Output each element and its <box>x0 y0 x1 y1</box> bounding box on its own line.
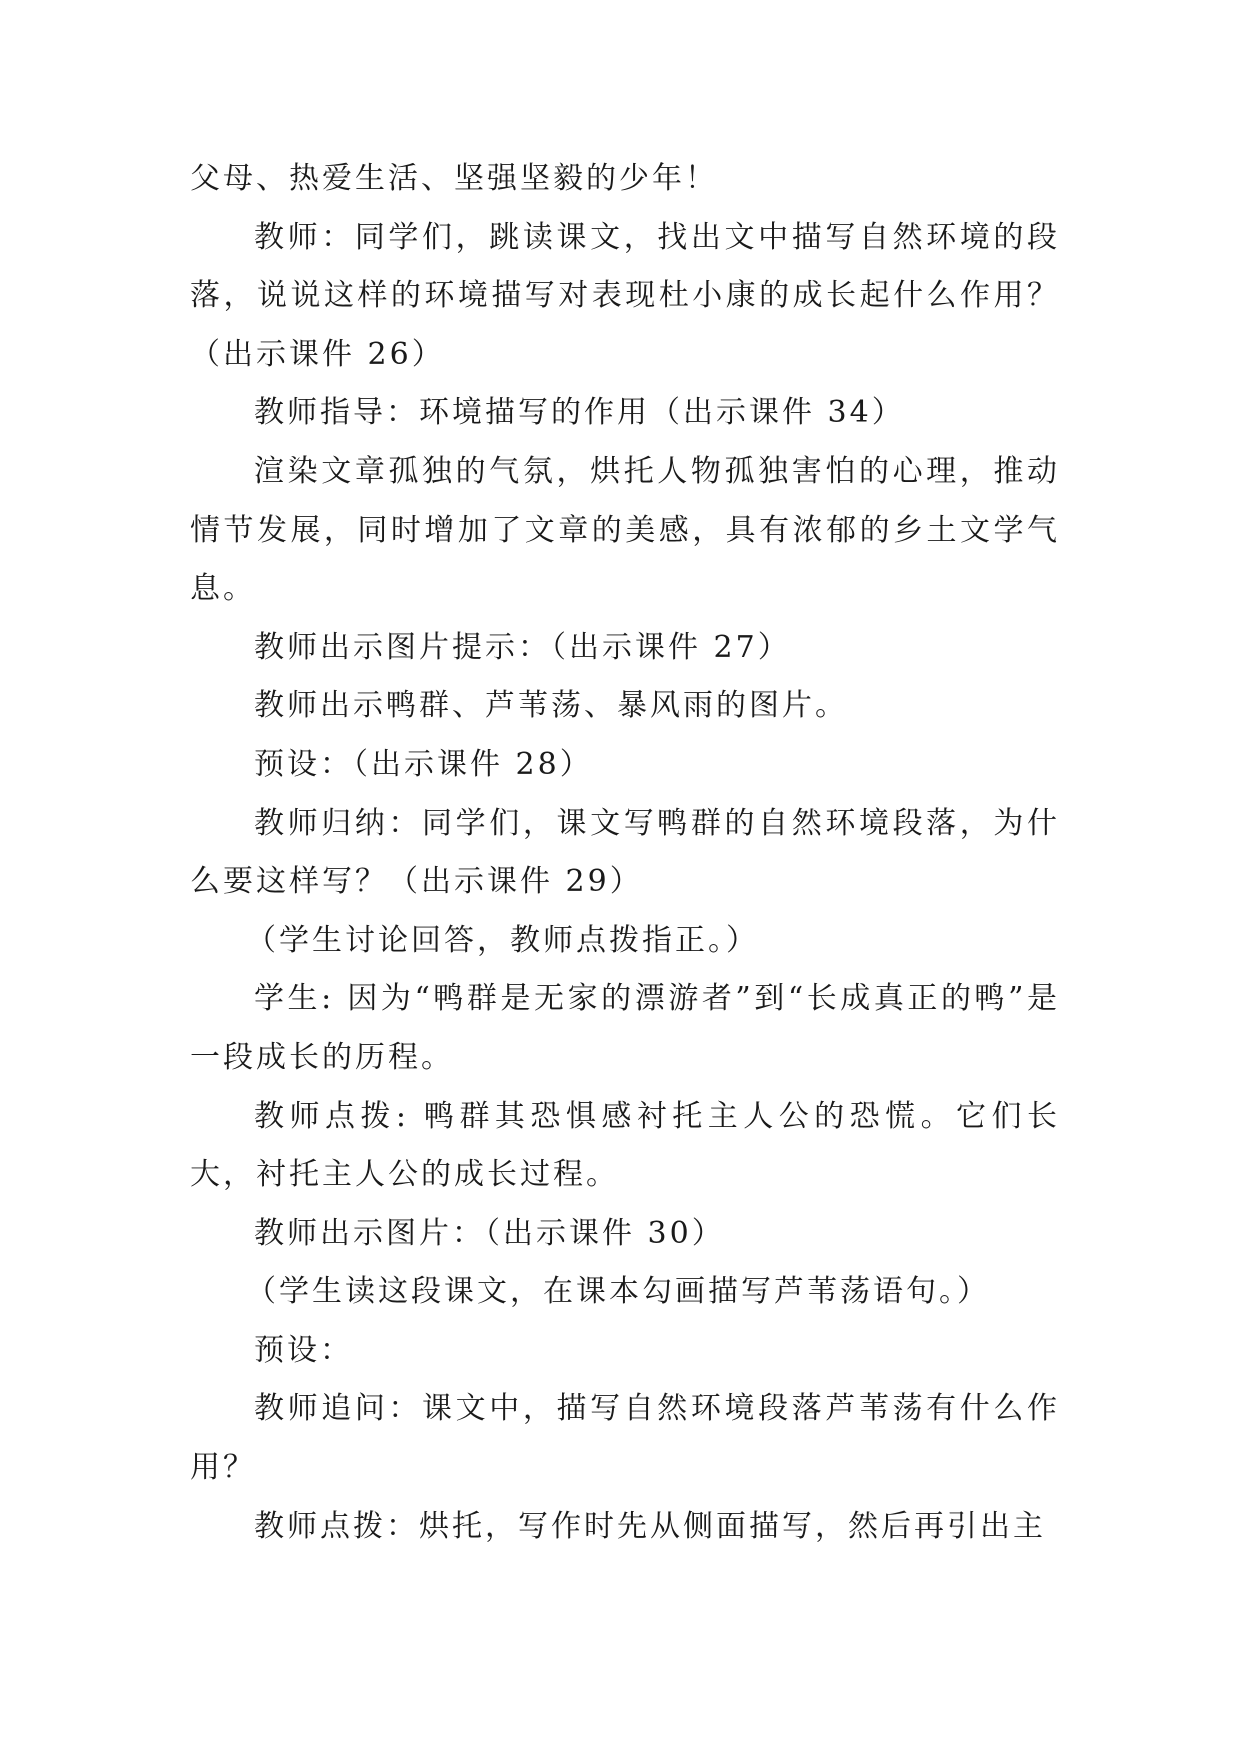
paragraph-teacher-question: 教师：同学们，跳读课文，找出文中描写自然环境的段落，说说这样的环境描写对表现杜小康的成长起什么作用？（出示课件 26） <box>190 219 1060 372</box>
paragraph-continuation: 父母、热爱生活、坚强坚毅的少年！ <box>190 161 718 196</box>
paragraph-image-hint: 教师出示图片提示：（出示课件 27） <box>254 629 791 665</box>
paragraph-preset-28: 预设：（出示课件 28） <box>254 746 593 782</box>
paragraph-student-discussion: （学生讨论回答，教师点拨指正。） <box>246 922 759 958</box>
paragraph-preset: 预设： <box>254 1332 353 1368</box>
paragraph-student-answer: 学生: 因为“鸭群是无家的漂游者”到“长成真正的鸭”是一段成长的历程。 <box>190 981 1060 1075</box>
paragraph-student-reading: （学生读这段课文，在课本勾画描写芦苇荡语句。） <box>246 1274 990 1310</box>
document-body <box>190 150 1060 1556</box>
paragraph-teacher-hint-ducks: 教师点拨: 鸭群其恐惧感衬托主人公的恐慌。它们长大，衬托主人公的成长过程。 <box>190 1098 1060 1193</box>
paragraph-environment-function: 渲染文章孤独的气氛，烘托人物孤独害怕的心理，推动情节发展，同时增加了文章的美感，具有浓郁的乡土文学气息。 <box>190 453 1060 607</box>
paragraph-teacher-guidance: 教师指导：环境描写的作用（出示课件 34） <box>254 395 905 431</box>
paragraph-teacher-summary: 教师归纳：同学们，课文写鸭群的自然环境段落，为什么要这样写？（出示课件 29） <box>190 805 1060 900</box>
paragraph-teacher-followup: 教师追问：课文中，描写自然环境段落芦苇荡有什么作用？ <box>190 1391 1060 1486</box>
paragraph-show-image-30: 教师出示图片：（出示课件 30） <box>254 1215 725 1251</box>
paragraph-show-images: 教师出示鸭群、芦苇荡、暴风雨的图片。 <box>254 688 848 724</box>
paragraph-teacher-hint-contrast: 教师点拨：烘托，写作时先从侧面描写，然后再引出主 <box>254 1508 1046 1544</box>
